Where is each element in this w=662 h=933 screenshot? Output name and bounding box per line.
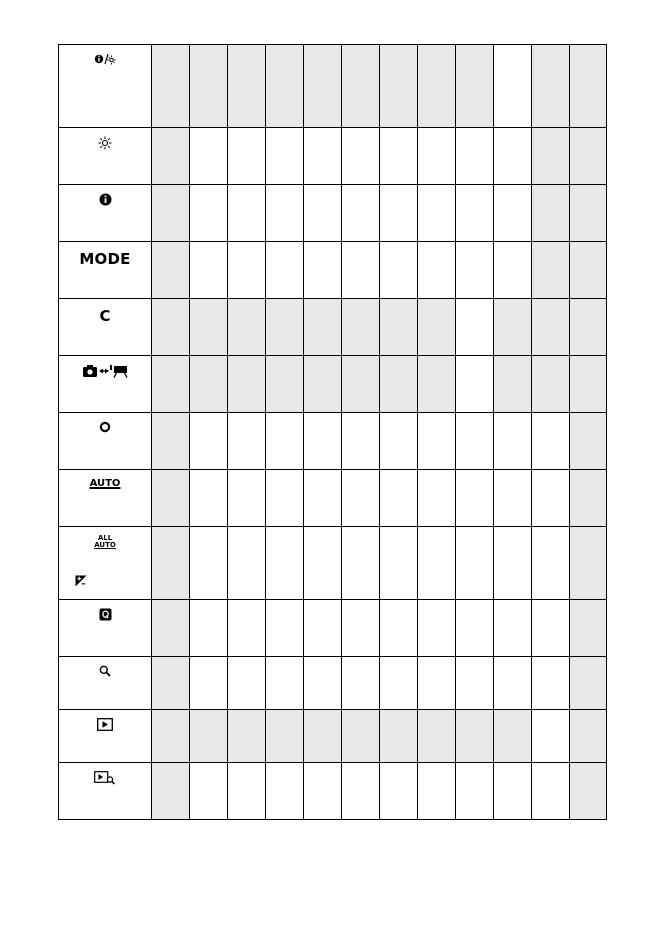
table-cell — [380, 527, 418, 600]
table-cell — [456, 242, 494, 299]
table-cell — [228, 527, 266, 600]
table-cell — [304, 657, 342, 710]
table-cell — [342, 763, 380, 820]
table-cell — [266, 242, 304, 299]
table-cell — [266, 185, 304, 242]
table-cell — [190, 242, 228, 299]
info-light-toggle-icon — [94, 53, 116, 67]
table-cell — [494, 600, 532, 657]
table-cell — [342, 710, 380, 763]
table-cell — [380, 657, 418, 710]
row-label-cell — [59, 128, 152, 185]
playback-icon — [97, 718, 113, 731]
table-cell — [570, 600, 607, 657]
table-cell — [304, 242, 342, 299]
table-cell — [266, 413, 304, 470]
table-cell — [304, 185, 342, 242]
table-row — [59, 185, 607, 242]
table-cell — [152, 299, 190, 356]
table-cell — [570, 185, 607, 242]
table-cell — [228, 128, 266, 185]
table-cell — [570, 242, 607, 299]
table-cell — [418, 128, 456, 185]
table-cell — [570, 657, 607, 710]
table-cell — [266, 128, 304, 185]
all-auto-bottom-text: AUTO — [94, 541, 116, 549]
table-cell — [228, 356, 266, 413]
auto-label: AUTO — [89, 478, 121, 489]
table-row — [59, 356, 607, 413]
table-cell — [418, 527, 456, 600]
table-cell — [190, 128, 228, 185]
table-cell — [532, 527, 570, 600]
table-cell — [532, 470, 570, 527]
table-cell — [456, 470, 494, 527]
table-cell — [494, 657, 532, 710]
table-cell — [228, 45, 266, 128]
table-cell — [380, 185, 418, 242]
table-cell — [228, 242, 266, 299]
table-cell — [418, 413, 456, 470]
row-label-cell — [59, 527, 152, 600]
table-cell — [152, 185, 190, 242]
table-cell — [304, 600, 342, 657]
table-cell — [570, 299, 607, 356]
table-cell — [342, 128, 380, 185]
table-cell — [380, 413, 418, 470]
table-row — [59, 657, 607, 710]
table-row — [59, 763, 607, 820]
table-cell — [456, 600, 494, 657]
table-cell — [418, 600, 456, 657]
table-cell — [380, 242, 418, 299]
table-cell — [494, 763, 532, 820]
table-cell — [418, 657, 456, 710]
table-cell — [418, 356, 456, 413]
table-cell — [570, 710, 607, 763]
table-cell — [380, 356, 418, 413]
table-cell — [342, 242, 380, 299]
table-cell — [532, 356, 570, 413]
table-cell — [304, 763, 342, 820]
table-cell — [380, 763, 418, 820]
table-cell — [494, 299, 532, 356]
info-icon — [99, 193, 112, 206]
table-cell — [190, 185, 228, 242]
table-row — [59, 45, 607, 128]
table-row — [59, 470, 607, 527]
table-cell — [532, 657, 570, 710]
row-label-cell — [59, 710, 152, 763]
table-cell — [228, 710, 266, 763]
table-cell — [418, 185, 456, 242]
table-cell — [152, 45, 190, 128]
table-cell — [570, 45, 607, 128]
row-label-cell — [59, 185, 152, 242]
table-cell — [570, 356, 607, 413]
light-bulb-icon — [98, 136, 112, 150]
table-cell — [266, 356, 304, 413]
table-cell — [304, 299, 342, 356]
table-cell — [570, 763, 607, 820]
table-cell — [456, 413, 494, 470]
table-cell — [228, 763, 266, 820]
table-cell — [532, 710, 570, 763]
table-cell — [342, 600, 380, 657]
table-cell — [456, 527, 494, 600]
table-cell — [570, 413, 607, 470]
table-cell — [152, 527, 190, 600]
all-auto-top-text: ALL — [97, 534, 113, 542]
table-cell — [380, 45, 418, 128]
mode-label: MODE — [79, 250, 131, 268]
table-cell — [532, 600, 570, 657]
table-cell — [380, 710, 418, 763]
table-cell — [304, 128, 342, 185]
row-label-cell — [59, 657, 152, 710]
table-cell — [266, 470, 304, 527]
table-row — [59, 299, 607, 356]
table-cell — [228, 413, 266, 470]
aperture-icon — [99, 421, 111, 433]
table-cell — [456, 710, 494, 763]
table-cell — [266, 527, 304, 600]
table-cell — [266, 299, 304, 356]
table-cell — [456, 299, 494, 356]
table-cell — [494, 527, 532, 600]
table-cell — [228, 657, 266, 710]
row-label-cell — [59, 356, 152, 413]
table-cell — [304, 710, 342, 763]
q-menu-icon — [99, 608, 112, 621]
table-cell — [190, 600, 228, 657]
table-cell — [532, 128, 570, 185]
magnifier-icon — [99, 665, 111, 677]
table-cell — [152, 600, 190, 657]
table-cell — [380, 470, 418, 527]
table-cell — [190, 413, 228, 470]
table-row — [59, 527, 607, 600]
table-cell — [532, 185, 570, 242]
table-cell — [342, 185, 380, 242]
custom-c-label: C — [99, 307, 111, 325]
row-label-cell — [59, 413, 152, 470]
camera-movie-switch-icon — [82, 364, 128, 378]
table-cell — [152, 128, 190, 185]
row-label-cell — [59, 600, 152, 657]
table-cell — [380, 128, 418, 185]
table-cell — [152, 470, 190, 527]
table-cell — [418, 45, 456, 128]
table-cell — [228, 600, 266, 657]
table-cell — [342, 527, 380, 600]
table-cell — [342, 299, 380, 356]
row-label-cell — [59, 45, 152, 128]
table-cell — [418, 242, 456, 299]
table-cell — [532, 763, 570, 820]
table-cell — [494, 356, 532, 413]
table-cell — [418, 710, 456, 763]
table-cell — [152, 356, 190, 413]
table-cell — [190, 527, 228, 600]
table-cell — [190, 470, 228, 527]
table-cell — [570, 128, 607, 185]
table-cell — [456, 356, 494, 413]
table-cell — [266, 45, 304, 128]
table-cell — [304, 527, 342, 600]
table-cell — [266, 657, 304, 710]
table-cell — [380, 600, 418, 657]
table-cell — [190, 356, 228, 413]
table-row — [59, 710, 607, 763]
table-cell — [456, 128, 494, 185]
table-cell — [266, 710, 304, 763]
table-cell — [190, 710, 228, 763]
row-label-cell — [59, 763, 152, 820]
table-cell — [570, 527, 607, 600]
table-cell — [494, 185, 532, 242]
table-row — [59, 242, 607, 299]
row-label-cell — [59, 299, 152, 356]
row-label-cell — [59, 242, 152, 299]
table-cell — [190, 45, 228, 128]
table-row — [59, 128, 607, 185]
table-row — [59, 600, 607, 657]
table-cell — [304, 413, 342, 470]
table-cell — [190, 657, 228, 710]
table-cell — [418, 299, 456, 356]
table-cell — [152, 413, 190, 470]
table-cell — [570, 470, 607, 527]
button-function-table — [58, 44, 607, 820]
table-cell — [494, 413, 532, 470]
table-cell — [152, 763, 190, 820]
table-cell — [228, 470, 266, 527]
table-cell — [494, 470, 532, 527]
table-cell — [228, 185, 266, 242]
table-cell — [190, 299, 228, 356]
table-cell — [494, 128, 532, 185]
row-label-cell — [59, 470, 152, 527]
table-cell — [342, 657, 380, 710]
table-cell — [456, 657, 494, 710]
table-cell — [494, 242, 532, 299]
table-cell — [532, 242, 570, 299]
table-cell — [418, 470, 456, 527]
table-cell — [494, 45, 532, 128]
playback-zoom-icon — [94, 771, 116, 785]
table-cell — [532, 413, 570, 470]
table-cell — [494, 710, 532, 763]
table-cell — [532, 299, 570, 356]
table-cell — [342, 45, 380, 128]
table-cell — [190, 763, 228, 820]
table-cell — [152, 710, 190, 763]
table-cell — [304, 45, 342, 128]
table-cell — [342, 356, 380, 413]
table-row — [59, 413, 607, 470]
table-cell — [342, 413, 380, 470]
table-cell — [266, 600, 304, 657]
table-cell — [456, 45, 494, 128]
table-cell — [152, 242, 190, 299]
table-cell — [456, 185, 494, 242]
table-cell — [342, 470, 380, 527]
table-cell — [418, 763, 456, 820]
all-auto-icon — [94, 535, 116, 549]
exposure-comp-icon — [75, 575, 87, 587]
table-cell — [380, 299, 418, 356]
table-cell — [152, 657, 190, 710]
table-cell — [532, 45, 570, 128]
table-cell — [266, 763, 304, 820]
table-cell — [228, 299, 266, 356]
table-cell — [304, 470, 342, 527]
table-cell — [456, 763, 494, 820]
table-cell — [304, 356, 342, 413]
